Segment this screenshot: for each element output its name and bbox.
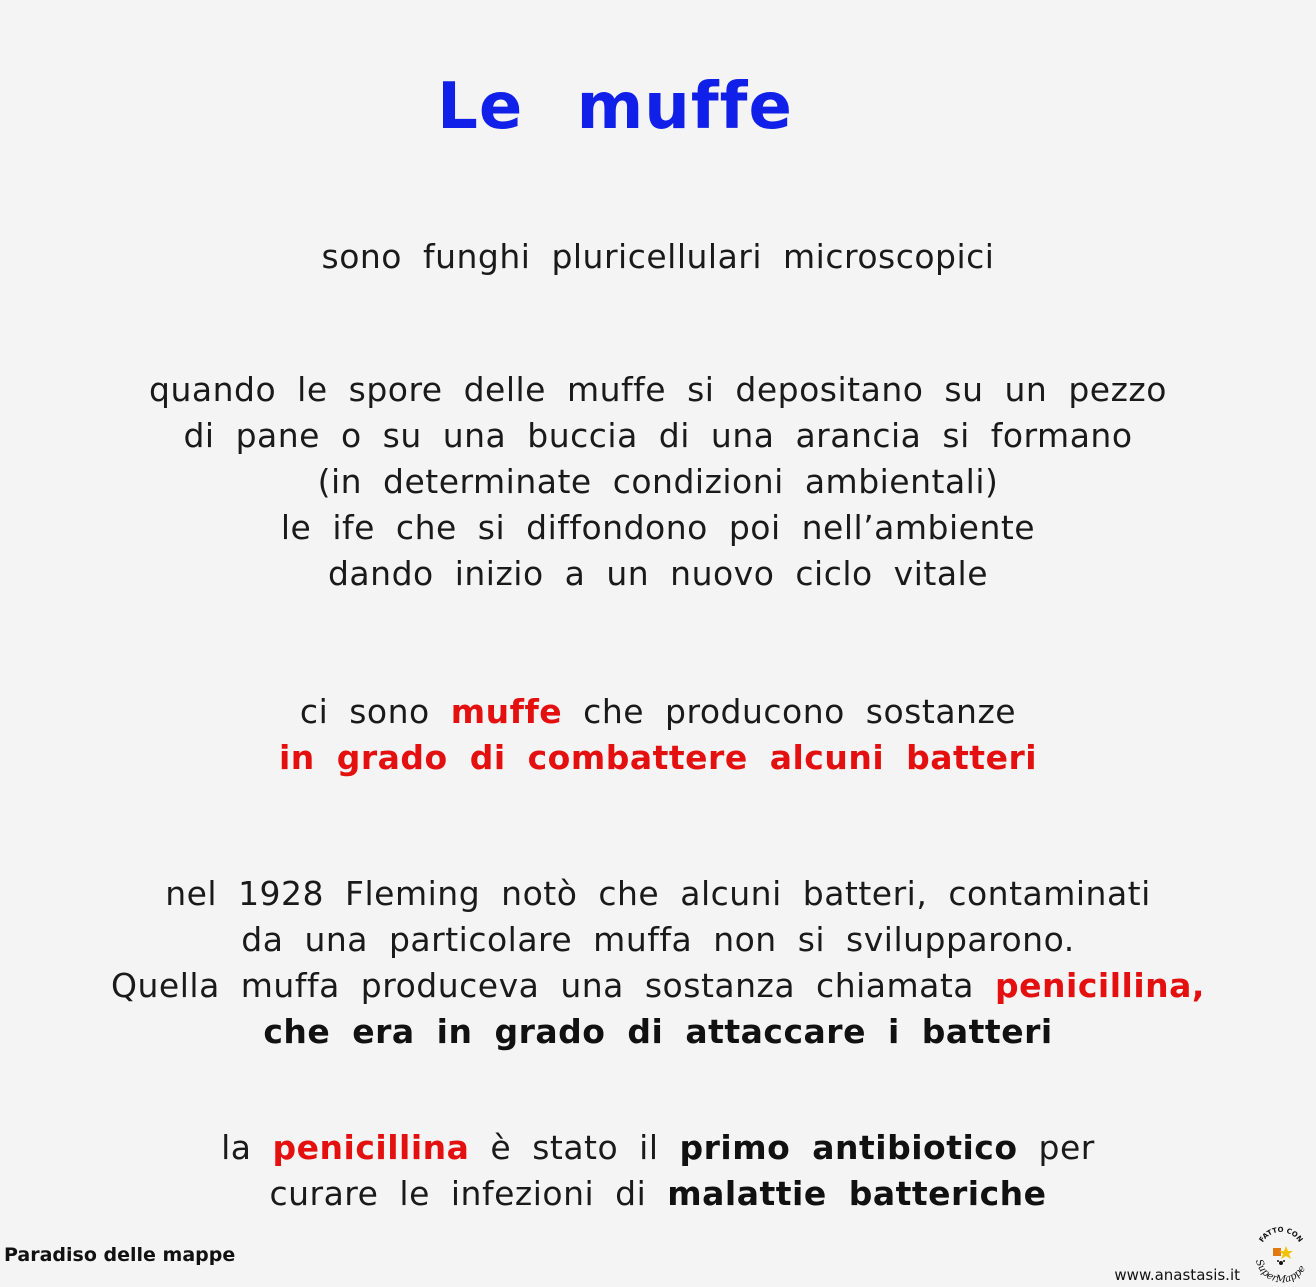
svg-text:FATTO CON: [1258, 1226, 1305, 1244]
bold-segment: primo antibiotico: [679, 1128, 1018, 1167]
text-segment: la: [221, 1128, 273, 1167]
fleming-block: [0, 871, 1316, 1055]
text-segment: curare le infezioni di: [269, 1174, 668, 1213]
bold-segment: malattie batteriche: [667, 1174, 1047, 1213]
text-segment: è stato il: [469, 1128, 680, 1167]
text-segment: per: [1017, 1128, 1095, 1167]
text-segment: Quella muffa produceva una sostanza chiamata: [111, 966, 996, 1005]
text-line: [0, 1171, 1316, 1217]
text-line: da una particolare muffa non si svilupparono.: [241, 920, 1075, 959]
footer-credit: Paradiso delle mappe: [4, 1244, 236, 1266]
text-line: dando inizio a un nuovo ciclo vitale: [327, 554, 989, 593]
text-line: le ife che si diffondono poi nell’ambiente: [280, 508, 1036, 547]
text-line: sono funghi pluricellulari microscopici: [321, 237, 995, 276]
highlight-line: in grado di combattere alcuni batteri: [278, 738, 1038, 777]
antibacterial-block: [0, 689, 1316, 781]
text-line: (in determinate condizioni ambientali): [317, 462, 999, 501]
supermappe-logo-icon: [1250, 1222, 1312, 1284]
text-line: [0, 1125, 1316, 1171]
text-line: [0, 689, 1316, 735]
text-line: quando le spore delle muffe si depositano su un pezzo: [149, 370, 1167, 409]
text-line: nel 1928 Fleming notò che alcuni batteri, contaminati: [165, 874, 1151, 913]
antibiotic-block: [0, 1125, 1316, 1217]
bold-line: che era in grado di attaccare i batteri: [263, 1012, 1053, 1051]
footer-website: www.anastasis.it: [1114, 1266, 1240, 1284]
page-title: Le muffe: [437, 70, 793, 144]
highlight-muffe: muffe: [450, 692, 563, 731]
text-line: [0, 963, 1316, 1009]
text-segment: che producono sostanze: [562, 692, 1017, 731]
highlight-penicillina: penicillina,: [995, 966, 1205, 1005]
spores-block: [0, 367, 1316, 597]
highlight-penicillina: penicillina: [272, 1128, 470, 1167]
text-segment: ci sono: [299, 692, 451, 731]
definition-block: [0, 234, 1316, 280]
badge-top-text: FATTO CON: [1257, 1225, 1305, 1244]
text-line: di pane o su una buccia di una arancia si formano: [183, 416, 1133, 455]
badge-bottom-text: SuperMappe: [1252, 1258, 1309, 1284]
